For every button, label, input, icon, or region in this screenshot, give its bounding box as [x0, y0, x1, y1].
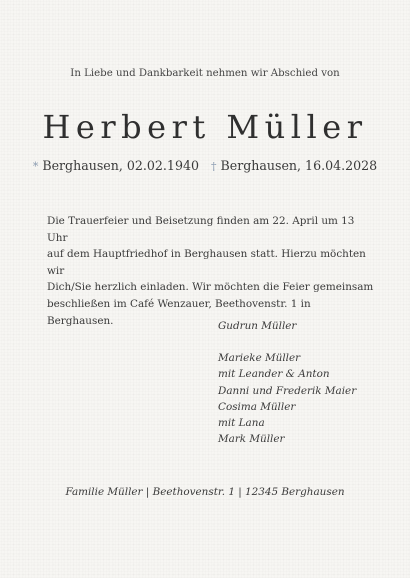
life-dates [0, 158, 410, 173]
signer-name: Marieke Müller [218, 352, 301, 365]
deceased-name: Herbert Müller [42, 108, 368, 146]
announcement-line: Die Trauerfeier und Beisetzung finden am 22. April um 13 Uhr [47, 215, 355, 244]
signer-name: Gudrun Müller [218, 320, 297, 332]
signer-name: mit Lana [218, 417, 265, 430]
signer-name: Cosima Müller [218, 400, 296, 413]
signer-name: mit Leander & Anton [218, 368, 330, 381]
birth-star-icon: * [32, 160, 39, 173]
death-cross-icon: † [211, 160, 217, 173]
signer-name: Danni und Frederik Maier [218, 384, 357, 397]
ceremony-announcement [47, 213, 377, 329]
intro-line: In Liebe und Dankbarkeit nehmen wir Abschied von [70, 68, 340, 79]
death-date: Berghausen, 16.04.2028 [220, 158, 378, 173]
signer-name: Mark Müller [218, 433, 285, 446]
announcement-line: auf dem Hauptfriedhof in Berghausen statt. Hierzu möchten wir [47, 248, 366, 277]
birth-date: Berghausen, 02.02.1940 [42, 158, 199, 173]
announcement-line: Dich/Sie herzlich einladen. Wir möchten die Feier gemeinsam [47, 281, 374, 294]
family-address-footer: Familie Müller | Beethovenstr. 1 | 12345 Berghausen [65, 486, 345, 498]
announcement-line: beschließen im Café Wenzauer, Beethovenstr. 1 in Berghausen. [47, 297, 311, 327]
signers-list [218, 318, 356, 447]
